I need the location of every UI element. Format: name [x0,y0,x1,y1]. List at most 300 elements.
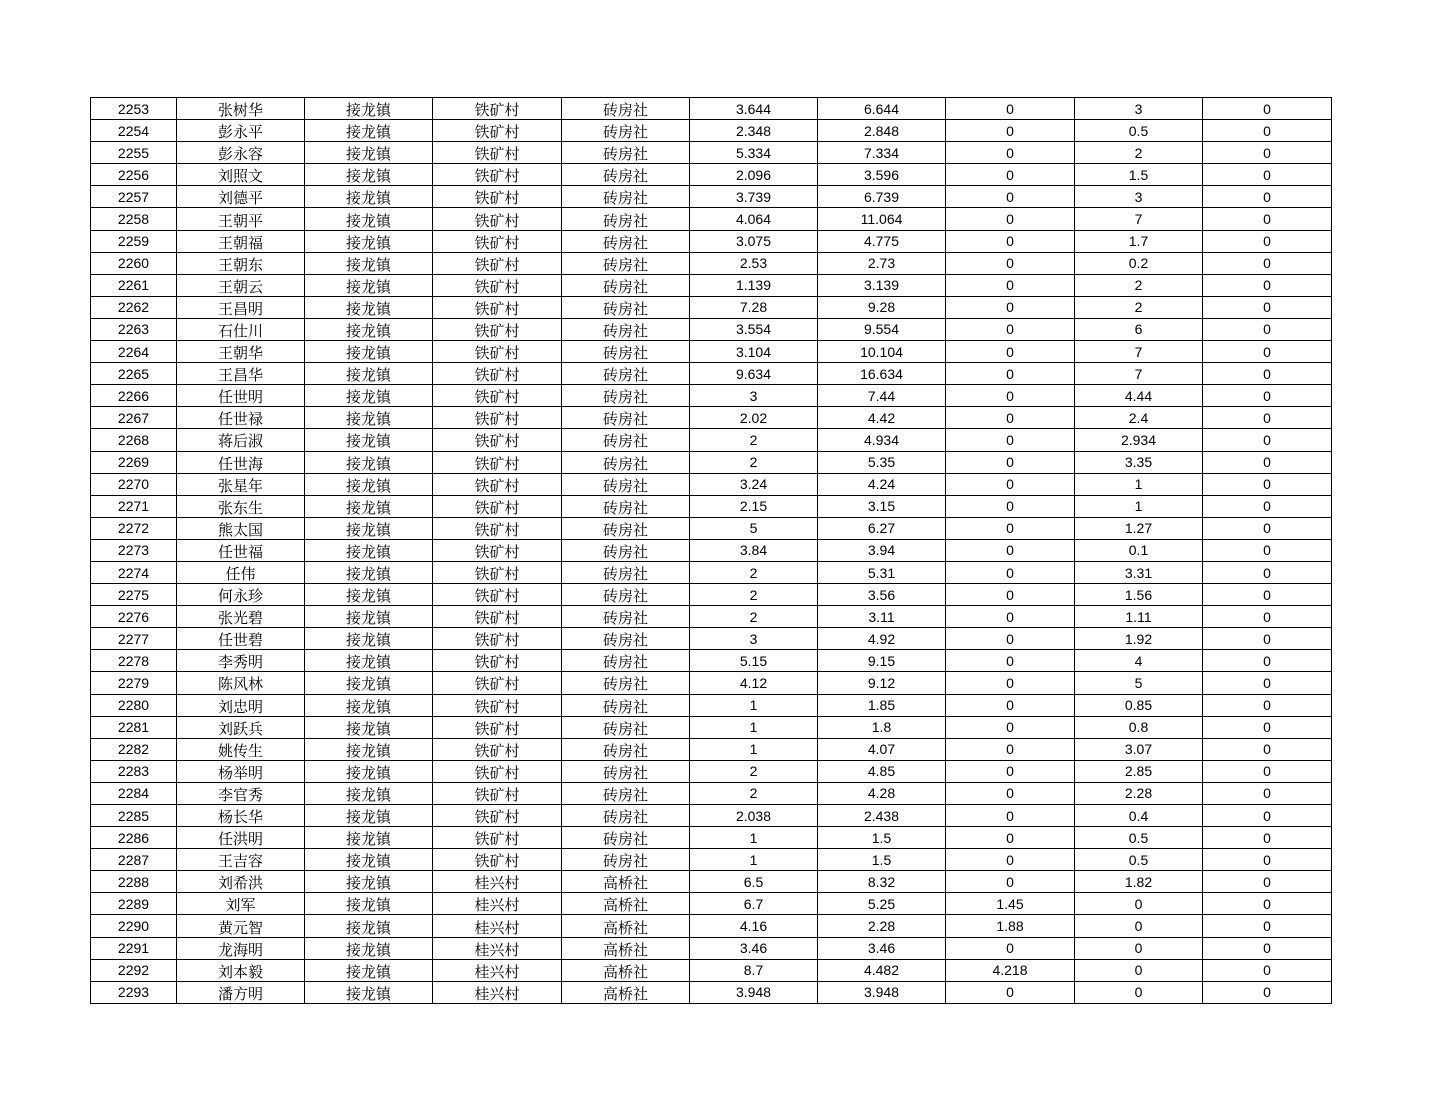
cell-row-id: 2279 [91,672,177,694]
cell-value-5: 0 [1203,981,1332,1003]
cell-value-1: 3.46 [690,937,818,959]
table-row [91,893,1332,915]
cell-value-4: 6 [1075,318,1203,340]
cell-row-id: 2280 [91,694,177,716]
cell-village: 铁矿村 [433,849,562,871]
cell-value-3: 0 [946,937,1075,959]
cell-village: 铁矿村 [433,694,562,716]
cell-value-2: 16.634 [818,363,946,385]
cell-row-id: 2275 [91,584,177,606]
cell-value-2: 6.644 [818,98,946,120]
cell-value-1: 4.16 [690,915,818,937]
cell-value-1: 8.7 [690,959,818,981]
cell-value-5: 0 [1203,451,1332,473]
cell-town: 接龙镇 [305,451,433,473]
cell-value-4: 1.82 [1075,871,1203,893]
cell-value-5: 0 [1203,186,1332,208]
cell-value-4: 3.31 [1075,561,1203,583]
cell-value-4: 1.5 [1075,164,1203,186]
cell-name: 李官秀 [177,782,305,804]
cell-value-4: 3.07 [1075,738,1203,760]
cell-town: 接龙镇 [305,98,433,120]
cell-value-5: 0 [1203,539,1332,561]
cell-value-2: 1.85 [818,694,946,716]
cell-value-5: 0 [1203,915,1332,937]
cell-name: 杨长华 [177,805,305,827]
cell-value-1: 5.334 [690,142,818,164]
cell-town: 接龙镇 [305,827,433,849]
table-row [91,142,1332,164]
cell-group: 砖房社 [562,252,690,274]
cell-group: 砖房社 [562,142,690,164]
cell-row-id: 2260 [91,252,177,274]
cell-name: 张树华 [177,98,305,120]
cell-value-3: 0 [946,341,1075,363]
cell-value-4: 2 [1075,296,1203,318]
cell-value-1: 3 [690,628,818,650]
cell-value-4: 2.4 [1075,407,1203,429]
cell-row-id: 2274 [91,561,177,583]
cell-village: 铁矿村 [433,672,562,694]
cell-village: 铁矿村 [433,186,562,208]
cell-group: 砖房社 [562,584,690,606]
cell-value-1: 4.12 [690,672,818,694]
cell-value-1: 3.948 [690,981,818,1003]
cell-value-3: 0 [946,760,1075,782]
cell-value-1: 3.84 [690,539,818,561]
cell-value-3: 0 [946,561,1075,583]
cell-value-2: 3.596 [818,164,946,186]
cell-value-2: 4.85 [818,760,946,782]
cell-value-5: 0 [1203,120,1332,142]
cell-row-id: 2283 [91,760,177,782]
cell-row-id: 2272 [91,517,177,539]
cell-group: 砖房社 [562,98,690,120]
cell-value-4: 4 [1075,650,1203,672]
cell-value-4: 3 [1075,98,1203,120]
cell-value-1: 1 [690,738,818,760]
cell-value-5: 0 [1203,827,1332,849]
cell-group: 砖房社 [562,274,690,296]
cell-value-4: 0.5 [1075,827,1203,849]
table-row [91,363,1332,385]
cell-value-4: 2 [1075,142,1203,164]
cell-village: 铁矿村 [433,628,562,650]
cell-row-id: 2293 [91,981,177,1003]
cell-town: 接龙镇 [305,561,433,583]
cell-value-3: 0 [946,252,1075,274]
cell-name: 彭永容 [177,142,305,164]
cell-value-5: 0 [1203,694,1332,716]
cell-value-4: 0.4 [1075,805,1203,827]
cell-value-2: 4.934 [818,429,946,451]
cell-row-id: 2287 [91,849,177,871]
cell-value-4: 1.7 [1075,230,1203,252]
cell-value-3: 0 [946,606,1075,628]
cell-value-5: 0 [1203,363,1332,385]
cell-value-2: 3.139 [818,274,946,296]
cell-value-5: 0 [1203,429,1332,451]
cell-row-id: 2268 [91,429,177,451]
cell-town: 接龙镇 [305,341,433,363]
cell-name: 王昌华 [177,363,305,385]
cell-town: 接龙镇 [305,318,433,340]
cell-town: 接龙镇 [305,495,433,517]
cell-town: 接龙镇 [305,981,433,1003]
cell-value-5: 0 [1203,871,1332,893]
cell-value-2: 2.848 [818,120,946,142]
cell-value-4: 0 [1075,959,1203,981]
table-row [91,385,1332,407]
cell-value-1: 2.096 [690,164,818,186]
cell-value-3: 0 [946,517,1075,539]
cell-value-2: 9.28 [818,296,946,318]
cell-value-3: 0 [946,120,1075,142]
table-row [91,539,1332,561]
cell-group: 砖房社 [562,517,690,539]
cell-group: 砖房社 [562,716,690,738]
cell-value-4: 2.85 [1075,760,1203,782]
cell-value-1: 4.064 [690,208,818,230]
cell-group: 高桥社 [562,981,690,1003]
cell-value-3: 0 [946,98,1075,120]
cell-village: 铁矿村 [433,451,562,473]
cell-value-4: 0.85 [1075,694,1203,716]
cell-value-5: 0 [1203,318,1332,340]
cell-value-2: 4.92 [818,628,946,650]
cell-value-5: 0 [1203,959,1332,981]
cell-value-1: 2.348 [690,120,818,142]
cell-value-3: 0 [946,539,1075,561]
cell-value-5: 0 [1203,473,1332,495]
cell-village: 铁矿村 [433,738,562,760]
cell-village: 铁矿村 [433,120,562,142]
table-row [91,937,1332,959]
cell-name: 张东生 [177,495,305,517]
cell-value-1: 1 [690,716,818,738]
cell-row-id: 2266 [91,385,177,407]
cell-value-4: 2 [1075,274,1203,296]
cell-village: 桂兴村 [433,959,562,981]
cell-town: 接龙镇 [305,915,433,937]
cell-village: 铁矿村 [433,318,562,340]
cell-town: 接龙镇 [305,142,433,164]
cell-value-3: 0 [946,296,1075,318]
cell-name: 王朝平 [177,208,305,230]
cell-village: 铁矿村 [433,363,562,385]
cell-town: 接龙镇 [305,385,433,407]
cell-value-4: 0.1 [1075,539,1203,561]
cell-name: 王朝福 [177,230,305,252]
cell-value-2: 4.42 [818,407,946,429]
table-row [91,584,1332,606]
cell-row-id: 2271 [91,495,177,517]
table-row [91,871,1332,893]
cell-group: 砖房社 [562,606,690,628]
cell-town: 接龙镇 [305,937,433,959]
cell-value-1: 2.02 [690,407,818,429]
cell-value-1: 3.554 [690,318,818,340]
table-row [91,672,1332,694]
cell-name: 刘照文 [177,164,305,186]
cell-group: 高桥社 [562,937,690,959]
cell-name: 龙海明 [177,937,305,959]
cell-name: 陈风林 [177,672,305,694]
cell-name: 任世碧 [177,628,305,650]
cell-value-4: 4.44 [1075,385,1203,407]
cell-value-5: 0 [1203,805,1332,827]
cell-village: 铁矿村 [433,716,562,738]
cell-name: 王朝华 [177,341,305,363]
cell-value-3: 1.45 [946,893,1075,915]
cell-value-5: 0 [1203,142,1332,164]
cell-town: 接龙镇 [305,120,433,142]
cell-value-3: 4.218 [946,959,1075,981]
cell-row-id: 2267 [91,407,177,429]
cell-group: 砖房社 [562,672,690,694]
cell-village: 铁矿村 [433,142,562,164]
cell-value-1: 2 [690,561,818,583]
cell-value-2: 7.44 [818,385,946,407]
cell-town: 接龙镇 [305,893,433,915]
cell-row-id: 2282 [91,738,177,760]
cell-group: 砖房社 [562,341,690,363]
cell-town: 接龙镇 [305,473,433,495]
cell-value-5: 0 [1203,628,1332,650]
cell-row-id: 2277 [91,628,177,650]
table-row [91,805,1332,827]
cell-row-id: 2284 [91,782,177,804]
table-row [91,959,1332,981]
cell-town: 接龙镇 [305,230,433,252]
cell-name: 刘本毅 [177,959,305,981]
cell-row-id: 2261 [91,274,177,296]
cell-row-id: 2290 [91,915,177,937]
cell-name: 张星年 [177,473,305,495]
table-row [91,252,1332,274]
cell-group: 砖房社 [562,650,690,672]
table-row [91,849,1332,871]
cell-value-2: 5.25 [818,893,946,915]
cell-village: 铁矿村 [433,760,562,782]
cell-village: 铁矿村 [433,208,562,230]
cell-town: 接龙镇 [305,606,433,628]
table-row [91,120,1332,142]
cell-value-3: 0 [946,363,1075,385]
table-row [91,561,1332,583]
cell-village: 铁矿村 [433,230,562,252]
cell-value-2: 3.94 [818,539,946,561]
cell-value-1: 2 [690,451,818,473]
cell-value-2: 3.15 [818,495,946,517]
table-row [91,694,1332,716]
cell-value-1: 6.7 [690,893,818,915]
cell-value-2: 8.32 [818,871,946,893]
cell-value-5: 0 [1203,650,1332,672]
cell-group: 砖房社 [562,385,690,407]
cell-value-3: 1.88 [946,915,1075,937]
cell-value-4: 0.2 [1075,252,1203,274]
cell-value-4: 1 [1075,495,1203,517]
cell-value-2: 11.064 [818,208,946,230]
cell-value-2: 2.28 [818,915,946,937]
cell-group: 砖房社 [562,694,690,716]
cell-row-id: 2269 [91,451,177,473]
cell-village: 铁矿村 [433,606,562,628]
cell-town: 接龙镇 [305,407,433,429]
cell-name: 王朝东 [177,252,305,274]
cell-value-2: 4.775 [818,230,946,252]
cell-value-3: 0 [946,142,1075,164]
cell-value-3: 0 [946,716,1075,738]
cell-group: 砖房社 [562,186,690,208]
cell-town: 接龙镇 [305,252,433,274]
cell-value-2: 1.5 [818,827,946,849]
cell-value-5: 0 [1203,606,1332,628]
cell-value-3: 0 [946,429,1075,451]
cell-value-1: 1.139 [690,274,818,296]
cell-group: 砖房社 [562,208,690,230]
cell-value-2: 2.73 [818,252,946,274]
cell-value-4: 3.35 [1075,451,1203,473]
cell-village: 铁矿村 [433,473,562,495]
cell-group: 砖房社 [562,230,690,252]
cell-row-id: 2263 [91,318,177,340]
cell-value-3: 0 [946,164,1075,186]
cell-value-3: 0 [946,230,1075,252]
cell-value-1: 2 [690,760,818,782]
cell-value-4: 0.5 [1075,120,1203,142]
cell-value-3: 0 [946,827,1075,849]
cell-value-4: 1.27 [1075,517,1203,539]
cell-value-3: 0 [946,385,1075,407]
cell-row-id: 2281 [91,716,177,738]
cell-value-4: 3 [1075,186,1203,208]
cell-value-1: 1 [690,694,818,716]
cell-village: 铁矿村 [433,561,562,583]
cell-value-4: 0 [1075,893,1203,915]
table-body [91,98,1332,1004]
cell-value-3: 0 [946,473,1075,495]
data-table [90,97,1332,1004]
table-row [91,164,1332,186]
table-row [91,517,1332,539]
cell-value-1: 5 [690,517,818,539]
cell-value-4: 5 [1075,672,1203,694]
cell-value-2: 6.27 [818,517,946,539]
cell-value-5: 0 [1203,561,1332,583]
table-row [91,981,1332,1003]
cell-value-2: 3.11 [818,606,946,628]
cell-village: 铁矿村 [433,584,562,606]
cell-value-3: 0 [946,650,1075,672]
cell-town: 接龙镇 [305,363,433,385]
cell-value-2: 4.07 [818,738,946,760]
table-row [91,760,1332,782]
cell-value-5: 0 [1203,517,1332,539]
cell-value-4: 7 [1075,363,1203,385]
cell-name: 何永珍 [177,584,305,606]
cell-village: 桂兴村 [433,893,562,915]
cell-group: 砖房社 [562,296,690,318]
cell-value-4: 7 [1075,341,1203,363]
table-row [91,473,1332,495]
cell-town: 接龙镇 [305,517,433,539]
cell-group: 砖房社 [562,429,690,451]
cell-value-5: 0 [1203,716,1332,738]
cell-value-5: 0 [1203,252,1332,274]
cell-village: 铁矿村 [433,274,562,296]
cell-village: 桂兴村 [433,915,562,937]
cell-name: 刘军 [177,893,305,915]
cell-value-4: 0 [1075,981,1203,1003]
cell-town: 接龙镇 [305,959,433,981]
cell-value-5: 0 [1203,98,1332,120]
cell-town: 接龙镇 [305,694,433,716]
cell-group: 砖房社 [562,760,690,782]
table-row [91,606,1332,628]
cell-name: 王吉容 [177,849,305,871]
cell-value-2: 3.948 [818,981,946,1003]
cell-value-5: 0 [1203,274,1332,296]
cell-value-3: 0 [946,871,1075,893]
cell-value-2: 9.554 [818,318,946,340]
cell-name: 任世福 [177,539,305,561]
cell-name: 黄元智 [177,915,305,937]
cell-value-3: 0 [946,805,1075,827]
cell-value-4: 0.8 [1075,716,1203,738]
cell-value-5: 0 [1203,164,1332,186]
cell-name: 潘方明 [177,981,305,1003]
cell-town: 接龙镇 [305,760,433,782]
cell-value-5: 0 [1203,208,1332,230]
cell-village: 桂兴村 [433,981,562,1003]
cell-value-1: 1 [690,827,818,849]
cell-value-5: 0 [1203,738,1332,760]
cell-value-2: 3.56 [818,584,946,606]
cell-value-2: 7.334 [818,142,946,164]
table-row [91,716,1332,738]
cell-value-2: 4.24 [818,473,946,495]
cell-group: 高桥社 [562,959,690,981]
cell-value-4: 1.92 [1075,628,1203,650]
cell-name: 任伟 [177,561,305,583]
cell-row-id: 2286 [91,827,177,849]
cell-group: 砖房社 [562,451,690,473]
cell-value-3: 0 [946,407,1075,429]
cell-value-5: 0 [1203,937,1332,959]
table-row [91,208,1332,230]
cell-value-2: 2.438 [818,805,946,827]
cell-town: 接龙镇 [305,208,433,230]
cell-row-id: 2270 [91,473,177,495]
table-row [91,230,1332,252]
cell-value-5: 0 [1203,584,1332,606]
cell-row-id: 2257 [91,186,177,208]
cell-row-id: 2288 [91,871,177,893]
cell-group: 砖房社 [562,407,690,429]
cell-name: 任世海 [177,451,305,473]
cell-value-3: 0 [946,672,1075,694]
cell-name: 杨举明 [177,760,305,782]
cell-village: 铁矿村 [433,341,562,363]
cell-value-1: 9.634 [690,363,818,385]
cell-village: 铁矿村 [433,539,562,561]
cell-row-id: 2289 [91,893,177,915]
cell-name: 张光碧 [177,606,305,628]
cell-row-id: 2255 [91,142,177,164]
cell-group: 高桥社 [562,893,690,915]
